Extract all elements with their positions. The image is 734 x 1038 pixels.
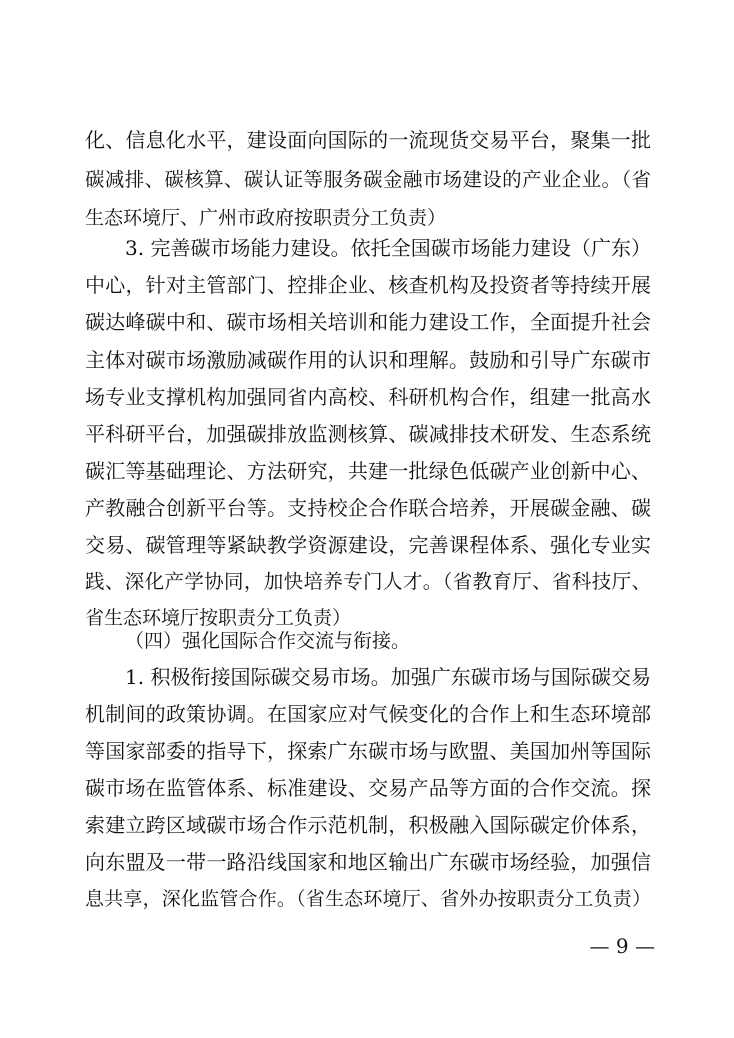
body-line-12: 交易、碳管理等紧缺教学资源建设，完善课程体系、强化专业实 (85, 533, 651, 557)
body-line-16: 1. 积极衔接国际碳交易市场。加强广东碳市场与国际碳交易 (125, 665, 651, 689)
body-line-20: 索建立跨区域碳市场合作示范机制，积极融入国际碳定价体系， (85, 813, 651, 837)
page-number: — 9 — (589, 934, 655, 958)
body-line-3: 生态环境厅、广州市政府按职责分工负责） (85, 207, 447, 229)
body-line-10: 碳汇等基础理论、方法研究，共建一批绿色低碳产业创新中心、 (85, 459, 651, 483)
body-line-4: 3. 完善碳市场能力建设。依托全国碳市场能力建设（广东） (125, 236, 651, 260)
body-line-8: 场专业支撑机构加强同省内高校、科研机构合作，组建一批高水 (85, 385, 651, 409)
body-line-14: 省生态环境厅按职责分工负责） (85, 607, 352, 629)
body-line-1: 化、信息化水平，建设面向国际的一流现货交易平台，聚集一批 (85, 128, 651, 152)
body-line-5: 中心，针对主管部门、控排企业、核查机构及投资者等持续开展 (85, 273, 651, 297)
body-line-7: 主体对碳市场激励减碳作用的认识和理解。鼓励和引导广东碳市 (85, 348, 651, 372)
body-line-11: 产教融合创新平台等。支持校企合作联合培养，开展碳金融、碳 (85, 496, 651, 520)
body-line-2: 碳减排、碳核算、碳认证等服务碳金融市场建设的产业企业。（省 (85, 168, 651, 191)
body-line-6: 碳达峰碳中和、碳市场相关培训和能力建设工作，全面提升社会 (85, 310, 651, 334)
body-line-22: 息共享，深化监管合作。（省生态环境厅、省外办按职责分工负责） (85, 888, 651, 910)
body-line-17: 机制间的政策协调。在国家应对气候变化的合作上和生态环境部 (85, 702, 651, 726)
body-line-19: 碳市场在监管体系、标准建设、交易产品等方面的合作交流。探 (85, 776, 651, 800)
body-line-9: 平科研平台，加强碳排放监测核算、碳减排技术研发、生态系统 (85, 422, 651, 446)
body-line-18: 等国家部委的指导下，探索广东碳市场与欧盟、美国加州等国际 (85, 739, 651, 763)
body-line-13: 践、深化产学协同，加快培养专门人才。（省教育厅、省科技厅、 (85, 570, 651, 593)
section-heading: （四）强化国际合作交流与衔接。 (125, 630, 411, 652)
body-line-21: 向东盟及一带一路沿线国家和地区输出广东碳市场经验，加强信 (85, 850, 651, 874)
